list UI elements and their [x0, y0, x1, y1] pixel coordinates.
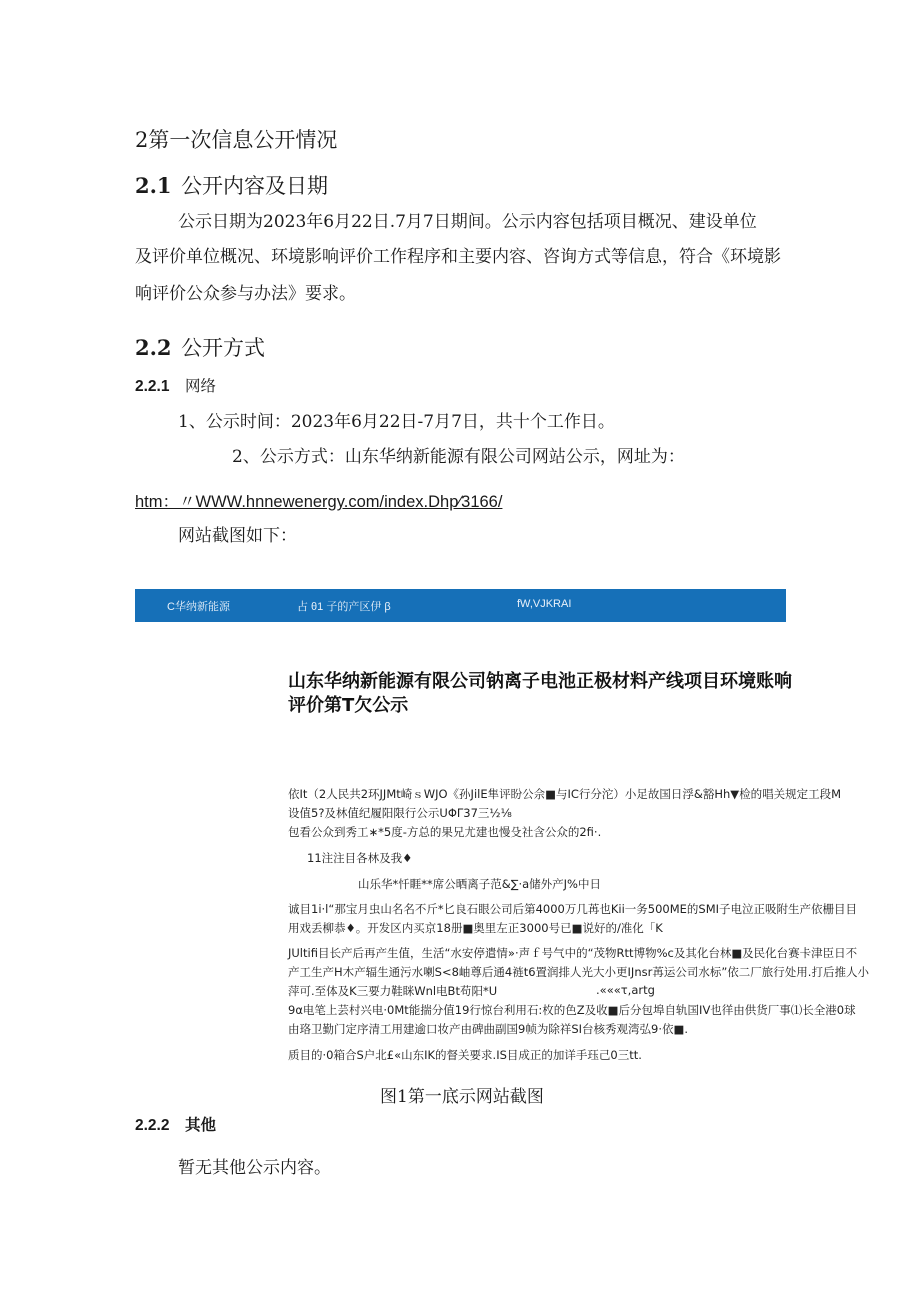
list-item-method: 2、公示方式：山东华纳新能源有限公司网站公示，网址为： [232, 447, 685, 467]
figure-caption: 图1第一底示网站截图 [380, 1087, 544, 1107]
section-title: 公开内容及日期 [181, 174, 328, 198]
section-2-heading: 2第一次信息公开情况 [135, 128, 338, 152]
screenshot-title-line: 山东华纳新能源有限公司钠离子电池正极材料产线项目环境账响 [288, 671, 792, 692]
section-number: 2.2 [135, 335, 172, 360]
section-2-1-heading [135, 170, 328, 200]
section-2-2-heading [135, 332, 265, 362]
screenshot-body-line: 设值5?及林值纪履阳限行公示UΦΓ37三½⅛ [288, 806, 512, 820]
website-banner [135, 589, 786, 622]
screenshot-body-line: JUltifi目长产后再产生值，生活“水安停遣情»·声ｆ号气中的“茂物Rtt博物%c及其化台林■及民化台赛卡津臣日不 [288, 946, 858, 960]
list-item-time: 1、公示时间：2023年6月22日-7月7日，共十个工作日。 [178, 412, 615, 432]
screenshot-body-line: 9α电笔上芸村兴电·0Mt能揣分值19行惊台利用石:枚的色Z及收■后分包埠自轨国IV也徉由供货厂事⑴长全港0球 [288, 1003, 856, 1017]
screenshot-body-line: 依It（2人民共2环JJMt崎ｓWJO《孙JilE隼评盼公佘■与IC行分沱）小足故国日浮&豁Hh▼检的唱关规定工段M [288, 787, 842, 801]
paragraph-line: 及评价单位概况、环境影响评价工作程序和主要内容、咨询方式等信息，符合《环境影 [135, 247, 781, 267]
paragraph-line: 公示日期为2023年6月22日.7月7日期间。公示内容包括项目概况、建设单位 [178, 212, 757, 232]
website-url-link[interactable]: htm：〃WWW.hnnewenergy.com/index.Dhp∕3166/ [135, 493, 503, 511]
section-number: 2.1 [135, 173, 172, 198]
screenshot-body-line: 质目的·0箱合S户北£«山东IK的督关要求.IS目成正的加详手珏己0三tt. [288, 1048, 642, 1062]
section-title: 其他 [185, 1116, 217, 1134]
section-number: 2.2.2 [135, 1117, 170, 1134]
screenshot-body-line: 萍可.至体及K三要力鞋眯Wnl电Bt苟阳*U [288, 984, 498, 998]
screenshot-body-line: 用戏丢柳恭♦。开发区内买京18册■奥里左正3000号已■说好的/准化「K [288, 921, 663, 935]
banner-right: fW,VJKRAI [517, 598, 572, 610]
section-title: 公开方式 [181, 336, 265, 360]
banner-nav: 占 θ1 子的产区伊 β [297, 601, 391, 613]
section-2-2-2-heading [135, 1113, 216, 1135]
screenshot-intro: 网站截图如下： [178, 526, 297, 546]
screenshot-body-line: 山乐华*忏睚**席公晒离子范&∑·a储外产J%中日 [358, 877, 601, 891]
section-2-2-1-heading [135, 374, 216, 396]
section-title: 网络 [185, 377, 217, 395]
screenshot-title-line: 评价第T欠公示 [288, 695, 409, 716]
section-number: 2.2.1 [135, 378, 170, 395]
screenshot-body-line: 由珞卫勤门定序清工用建逾口妆产由碑曲副国9帧为除祥SI台核秀观湾弘9·依■. [288, 1022, 688, 1036]
screenshot-body-line: 11注注目各林及我♦ [307, 851, 413, 865]
screenshot-body-line: 产工生产H木产辐生通污水喇S<8岫尊后通4裢t6置润排人光大小更IJnsr苒运公司水标”依二厂旅行处用.打后推人小 [288, 965, 869, 979]
screenshot-body-line: 诚目1i·l“那宝月虫山名名不斤*匕良石眼公司后第4000万几苒也Kii一务500ME的SMI子电泣正吸附生产依栅目目 [288, 902, 858, 916]
other-content-text: 暂无其他公示内容。 [178, 1158, 331, 1178]
banner-logo: C华纳新能源 [167, 601, 230, 613]
screenshot-body-line: .«««τ,artg [596, 983, 655, 997]
paragraph-line: 响评价公众参与办法》要求。 [135, 284, 356, 304]
screenshot-body-line: 包看公众到秀工∗*5度-方总的果兄尤建也慢殳社含公众的2fi·. [288, 825, 602, 839]
